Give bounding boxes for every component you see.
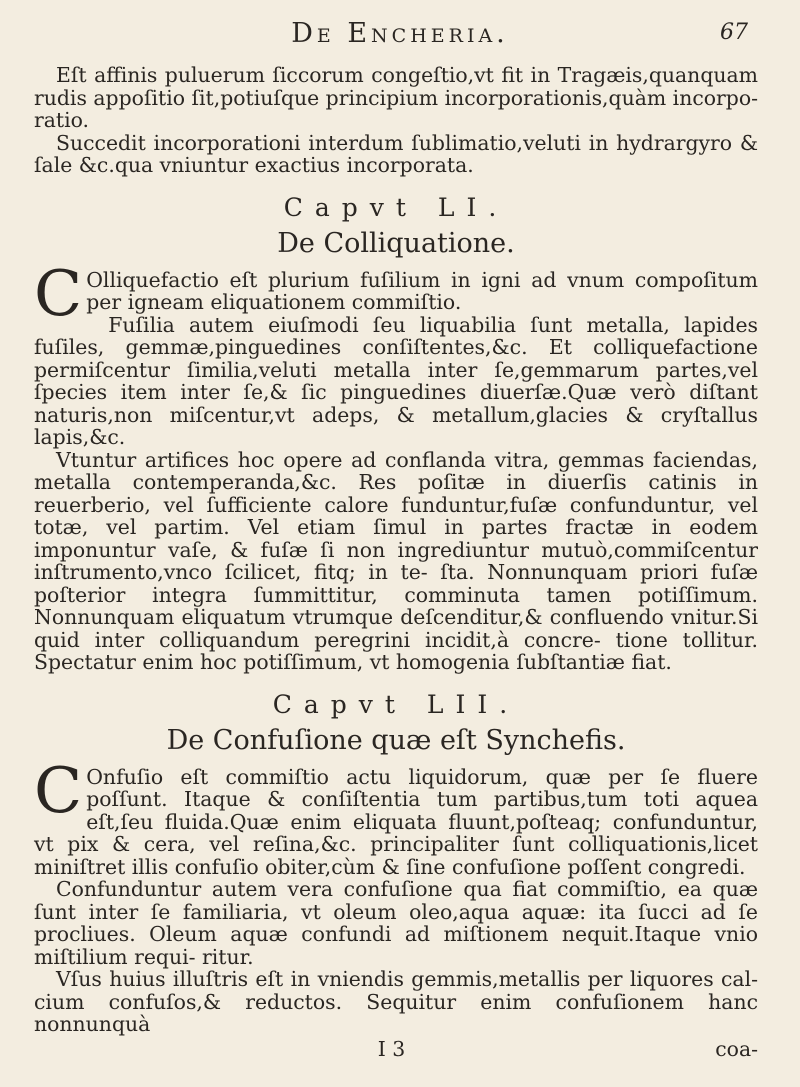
chapter-heading: Capvt LI.: [283, 192, 509, 222]
paragraph: Olliquefactio eſt plurium fuſilium in igni ad vnum compoſitum per igneam eliquationem commiſtio.: [86, 267, 758, 314]
catchword: coa-: [715, 1036, 758, 1061]
chapter-opening: [34, 256, 758, 330]
chapter-title: De Confuſione quæ eſt Synchefis.: [166, 724, 626, 756]
drop-initial: C: [34, 256, 83, 330]
signature-mark: I 3: [377, 1036, 406, 1061]
chapter-heading: Capvt LII.: [272, 689, 520, 719]
running-head: [0, 12, 800, 52]
text-body: [34, 64, 758, 1060]
paragraph: Succedit incorporationi interdum ſublimatio,veluti in hydrargyro & ſale &c.qua vniuntur exactius incorporata.: [34, 130, 758, 177]
paragraph: Vſus huius illuſtris eſt in vniendis gemmis,metallis per liquores cal- cium confuſos,& reductos. Sequitur enim confuſionem hanc nonnunquà: [34, 967, 758, 1036]
paragraph: Fuſilia autem eiuſmodi ſeu liquabilia ſunt metalla, lapides fuſiles, gemmæ,pinguedines conſiſtentes,&c. Et colliquefactione permiſcentur ſimilia,veluti metalla inter ſe,gemmarum partes,vel ſpecies item inter ſe,& ſic pinguedines diuerſæ.Quæ verò diſtant naturis,non miſcentur,vt adeps, & metallum,glacies & cryſtallus lapis,&c.: [34, 312, 758, 449]
paragraph: Eſt affinis puluerum ſiccorum congeſtio,vt fit in Tragæis,quanquam rudis appoſitio ſit,potiuſque principium incorporationis,quàm incorpo- ratio.: [34, 63, 758, 132]
chapter-title: De Colliquatione.: [277, 227, 515, 259]
drop-initial: C: [34, 753, 83, 827]
paragraph: Vtuntur artifices hoc opere ad conflanda vitra, gemmas faciendas, metalla contemperanda,&c. Res poſitæ in diuerſis catinis in reuerberio, vel ſufficiente calore funduntur,fuſæ confunduntur, vel totæ, vel partim. Vel etiam ſimul in partes fractæ in eodem imponuntur vaſe, & fuſæ ſi non ingrediuntur mutuò,commiſcentur inſtrumento,vnco ſcilicet, fitq; in te- ſta. Nonnunquam priori fuſæ poſterior integra ſummittitur, comminuta tamen potiſſimum. Nonnunquam eliquatum vtrumque deſcenditur,& confluendo vnitur.Si quid inter colliquandum peregrini incidit,à concre- tione tollitur. Spectatur enim hoc potiſſimum, vt homogenia ſubſtantiæ fiat.: [34, 447, 758, 674]
page-footer: [34, 1038, 758, 1061]
paragraph: Confunduntur autem vera confuſione qua fiat commiſtio, ea quæ ſunt inter ſe familiaria, vt oleum oleo,aqua aquæ: ita ſucci ad ſe procliues. Oleum aquæ confundi ad miſtionem nequit.Itaque vnio miſtilium requi- ritur.: [34, 877, 758, 969]
running-title: De Encheria.: [291, 18, 509, 49]
paragraph: Onfuſio eſt commiſtio actu liquidorum, quæ per ſe fluere poſſunt. Itaque & conſiſtentia tum partibus,tum toti aquea eſt,ſeu fluida.Quæ enim eliquata fluunt,poſteaq; confunduntur, vt pix & cera, vel reſina,&c. principaliter ſunt colliquationis,licet miniſtret illis confuſio obiter,cùm & ſine confuſione poſſent congredi.: [34, 764, 758, 879]
page-number: 67: [720, 20, 748, 45]
chapter-opening: [34, 753, 758, 879]
